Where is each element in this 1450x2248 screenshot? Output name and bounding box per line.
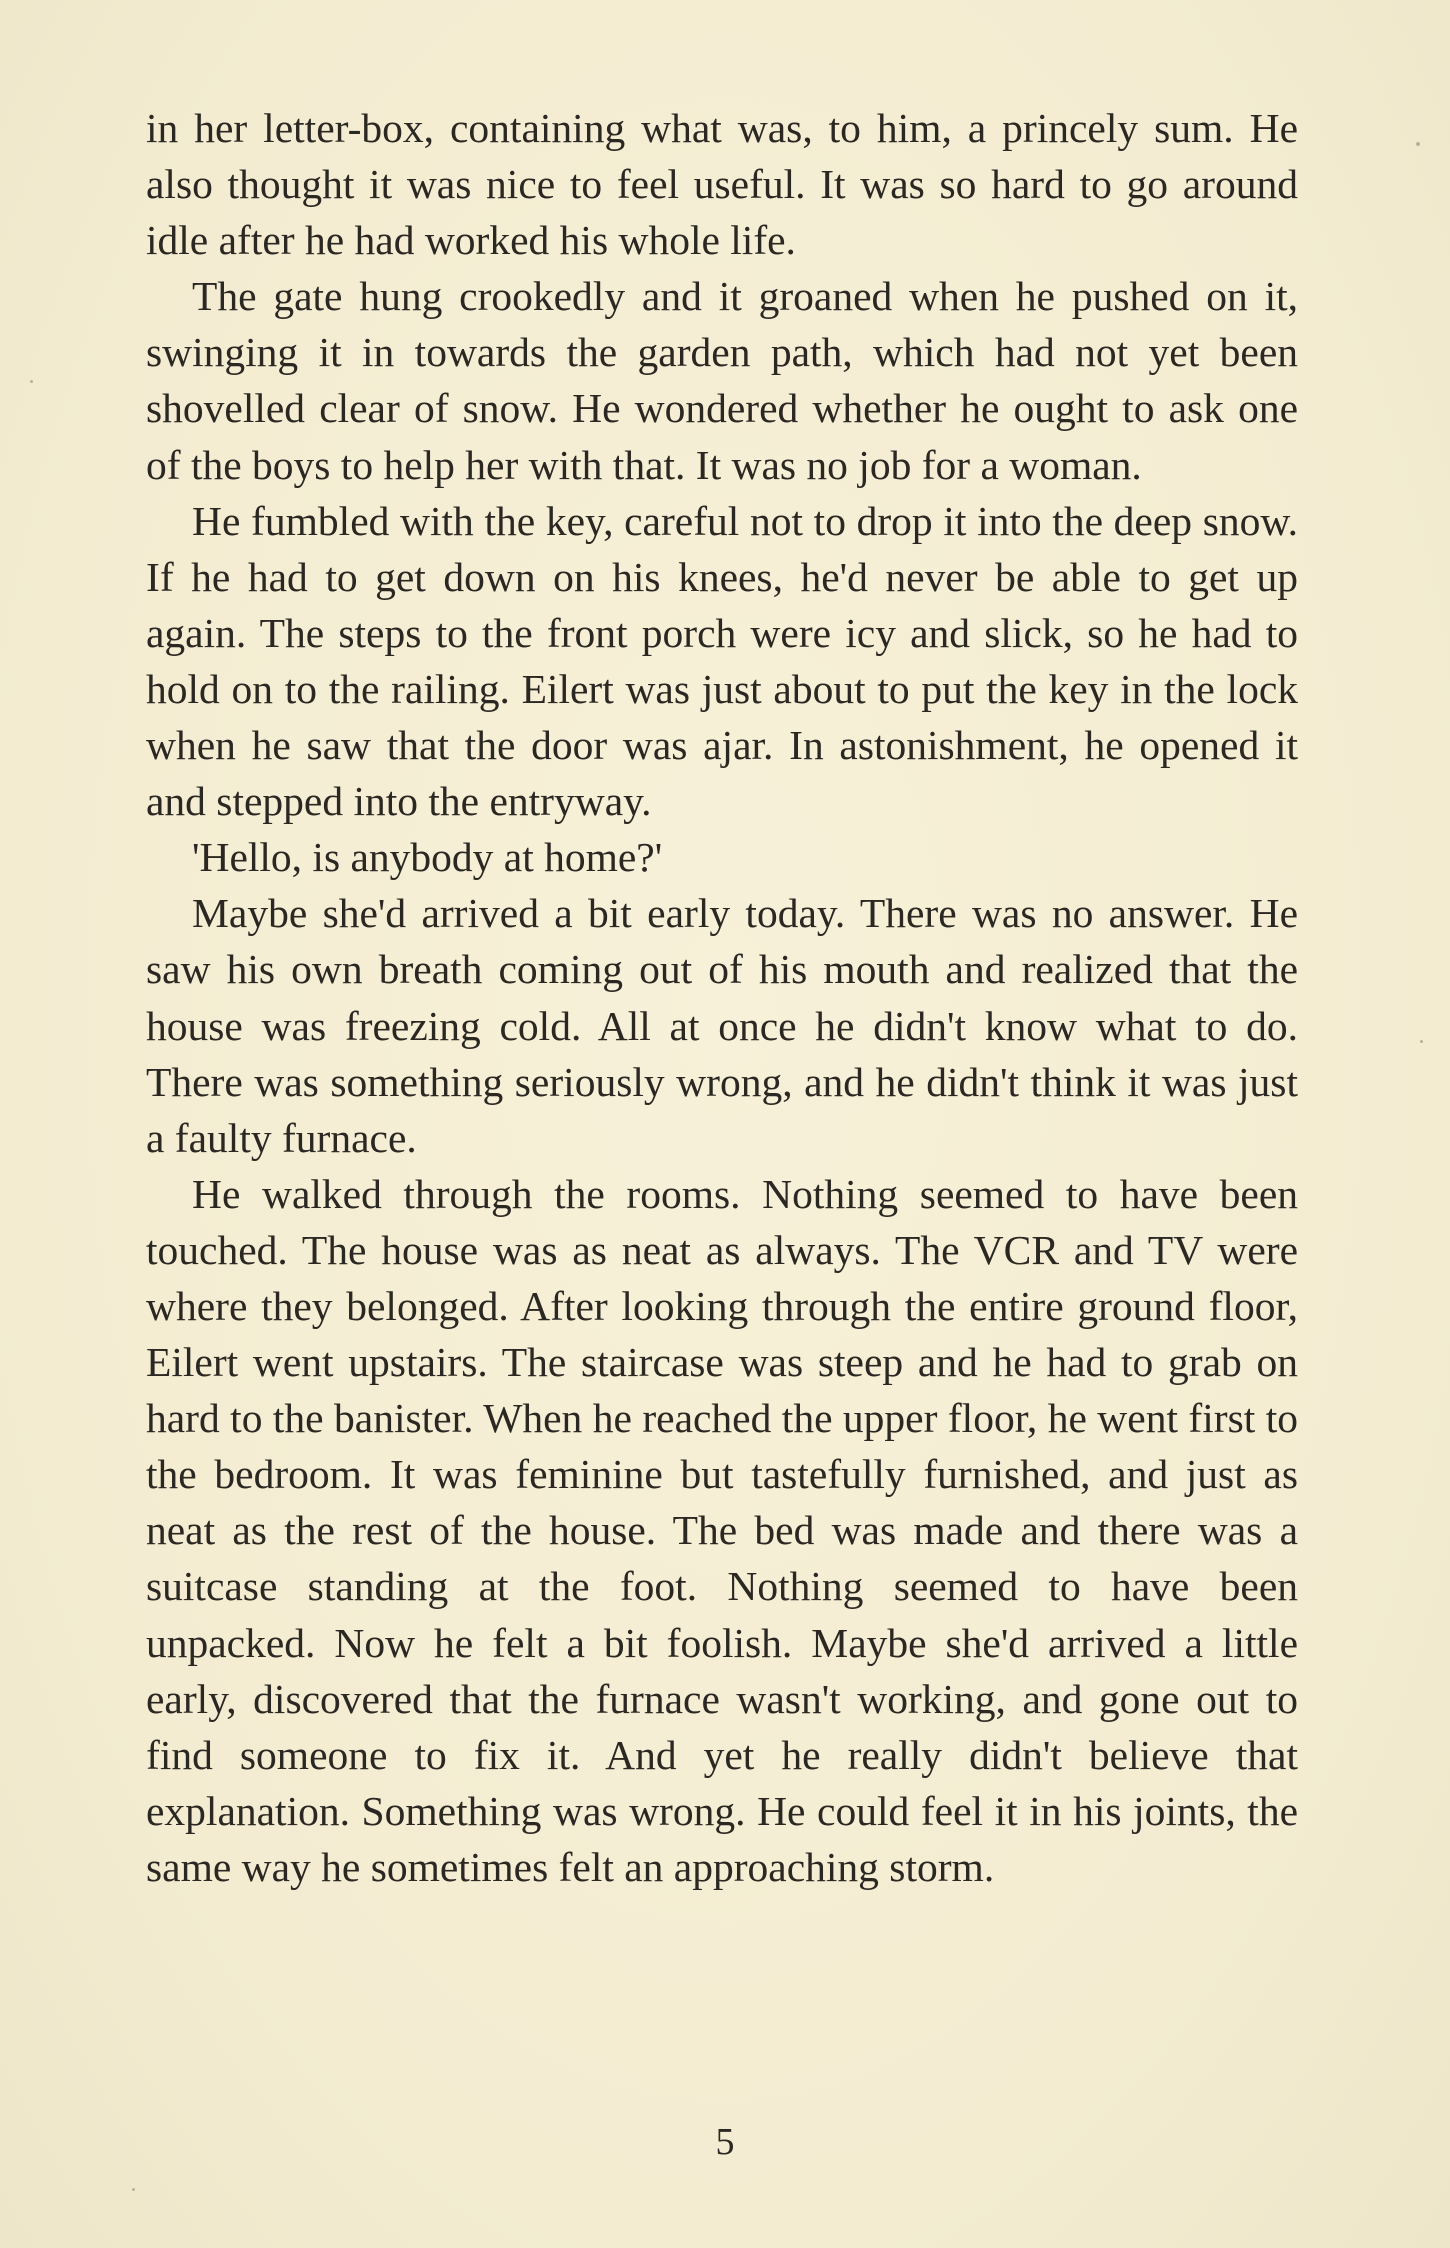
dialogue-paragraph: 'Hello, is anybody at home?'	[192, 834, 663, 881]
body-text	[146, 100, 1298, 1895]
paper-speck	[1420, 1040, 1423, 1043]
paragraph: The gate hung crookedly and it groaned when he pushed on it, swinging it in towards the garden path, which had not yet been shovelled clear of snow. He wondered whether he ought to ask one of the boys to help her with that. It was no job for a woman.	[146, 273, 1298, 488]
paper-speck	[1416, 142, 1420, 146]
paragraph: He walked through the rooms. Nothing seemed to have been touched. The house was as neat as always. The VCR and TV were where they belonged. After looking through the entire ground floor, Eilert went upstairs. The staircase was steep and he had to grab on hard to the banister. When he reached the upper floor, he went first to the bedroom. It was feminine but tastefully furnished, and just as neat as the rest of the house. The bed was made and there was a suitcase standing at the foot. Nothing seemed to have been unpacked. Now he felt a bit foolish. Maybe she'd arrived a little early, discovered that the furnace wasn't working, and gone out to find someone to fix it. And yet he really didn't believe that explanation. Something was wrong. He could feel it in his joints, the same way he sometimes felt an approaching storm.	[146, 1170, 1298, 1890]
paragraph: Maybe she'd arrived a bit early today. There was no answer. He saw his own breath coming out of his mouth and realized that the house was freezing cold. All at once he didn't know what to do. There was something seriously wrong, and he didn't think it was just a faulty furnace.	[146, 890, 1298, 1161]
paragraph: in her letter-box, containing what was, to him, a princely sum. He also thought it was nice to feel useful. It was so hard to go around idle after he had worked his whole life.	[146, 105, 1298, 264]
paper-speck	[132, 2188, 135, 2191]
page-number: 5	[715, 2121, 735, 2163]
paper-speck	[30, 380, 33, 383]
paragraph: He fumbled with the key, careful not to drop it into the deep snow. If he had to get down on his knees, he'd never be able to get up again. The steps to the front porch were icy and slick, so he had to hold on to the railing. Eilert was just about to put the key in the lock when he saw that the door was ajar. In astonishment, he opened it and stepped into the entryway.	[146, 497, 1298, 825]
